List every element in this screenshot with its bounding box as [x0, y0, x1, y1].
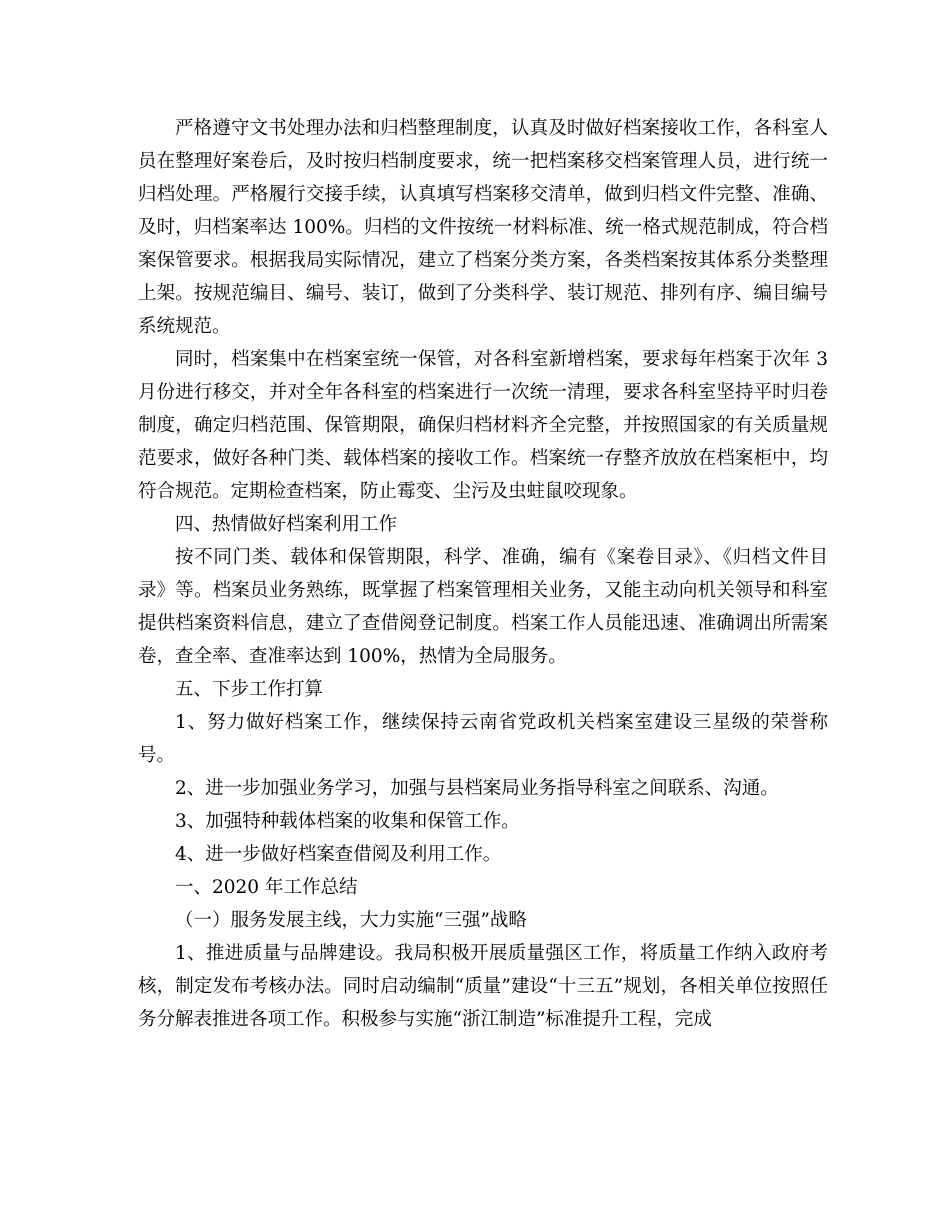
list-item-plan-1: 1、努力做好档案工作，继续保持云南省党政机关档案室建设三星级的荣誉称号。: [138, 712, 828, 766]
heading-section-four: 四、热情做好档案利用工作: [175, 514, 398, 535]
heading-2020-summary: 一、2020 年工作总结: [175, 877, 358, 898]
list-item-plan-3: 3、加强特种载体档案的收集和保管工作。: [175, 811, 520, 832]
paragraph-archive-storage: 同时，档案集中在档案室统一保管，对各科室新增档案，要求每年档案于次年 3 月份进行移交，并对全年各科室的档案进行一次统一清理，要求各科室坚持平时归卷制度，确定归档范围、保管期限，确保归档材料齐全完整，并按照国家的有关质量规范要求，做好各种门类、载体档案的接收工作。档案统一存整齐放放在档案柜中，均符合规范。定期检查档案，防止霉变、尘污及虫蛀鼠咬现象。: [138, 349, 828, 502]
heading-section-five: 五、下步工作打算: [175, 679, 324, 700]
list-item-plan-2: 2、进一步加强业务学习，加强与县档案局业务指导科室之间联系、沟通。: [175, 778, 779, 799]
paragraph-quality-brand: 1、推进质量与品牌建设。我局积极开展质量强区工作，将质量工作纳入政府考核，制定发布考核办法。同时启动编制“质量”建设“十三五”规划，各相关单位按照任务分解表推进各项工作。积极参与实施“浙江制造”标准提升工程，完成: [138, 943, 828, 1030]
paragraph-archive-utilization: 按不同门类、载体和保管期限，科学、准确，编有《案卷目录》、《归档文件目录》等。档案员业务熟练，既掌握了档案管理相关业务，又能主动向机关领导和科室提供档案资料信息，建立了查借阅登记制度。档案工作人员能迅速、准确调出所需案卷，查全率、查准率达到 100%，热情为全局服务。: [138, 547, 828, 667]
list-item-plan-4: 4、进一步做好档案查借阅及利用工作。: [175, 844, 502, 865]
document-body: [138, 112, 828, 1036]
subheading-three-strong-strategy: （一）服务发展主线，大力实施“三强”战略: [175, 910, 527, 931]
paragraph-archive-filing: 严格遵守文书处理办法和归档整理制度，认真及时做好档案接收工作，各科室人员在整理好案卷后，及时按归档制度要求，统一把档案移交档案管理人员，进行统一归档处理。严格履行交接手续，认真填写档案移交清单，做到归档文件完整、准确、及时，归档案率达 100%。归档的文件按统一材料标准、统一格式规范制成，符合档案保管要求。根据我局实际情况，建立了档案分类方案，各类档案按其体系分类整理上架。按规范编目、编号、装订，做到了分类科学、装订规范、排列有序、编目编号系统规范。: [138, 118, 828, 337]
